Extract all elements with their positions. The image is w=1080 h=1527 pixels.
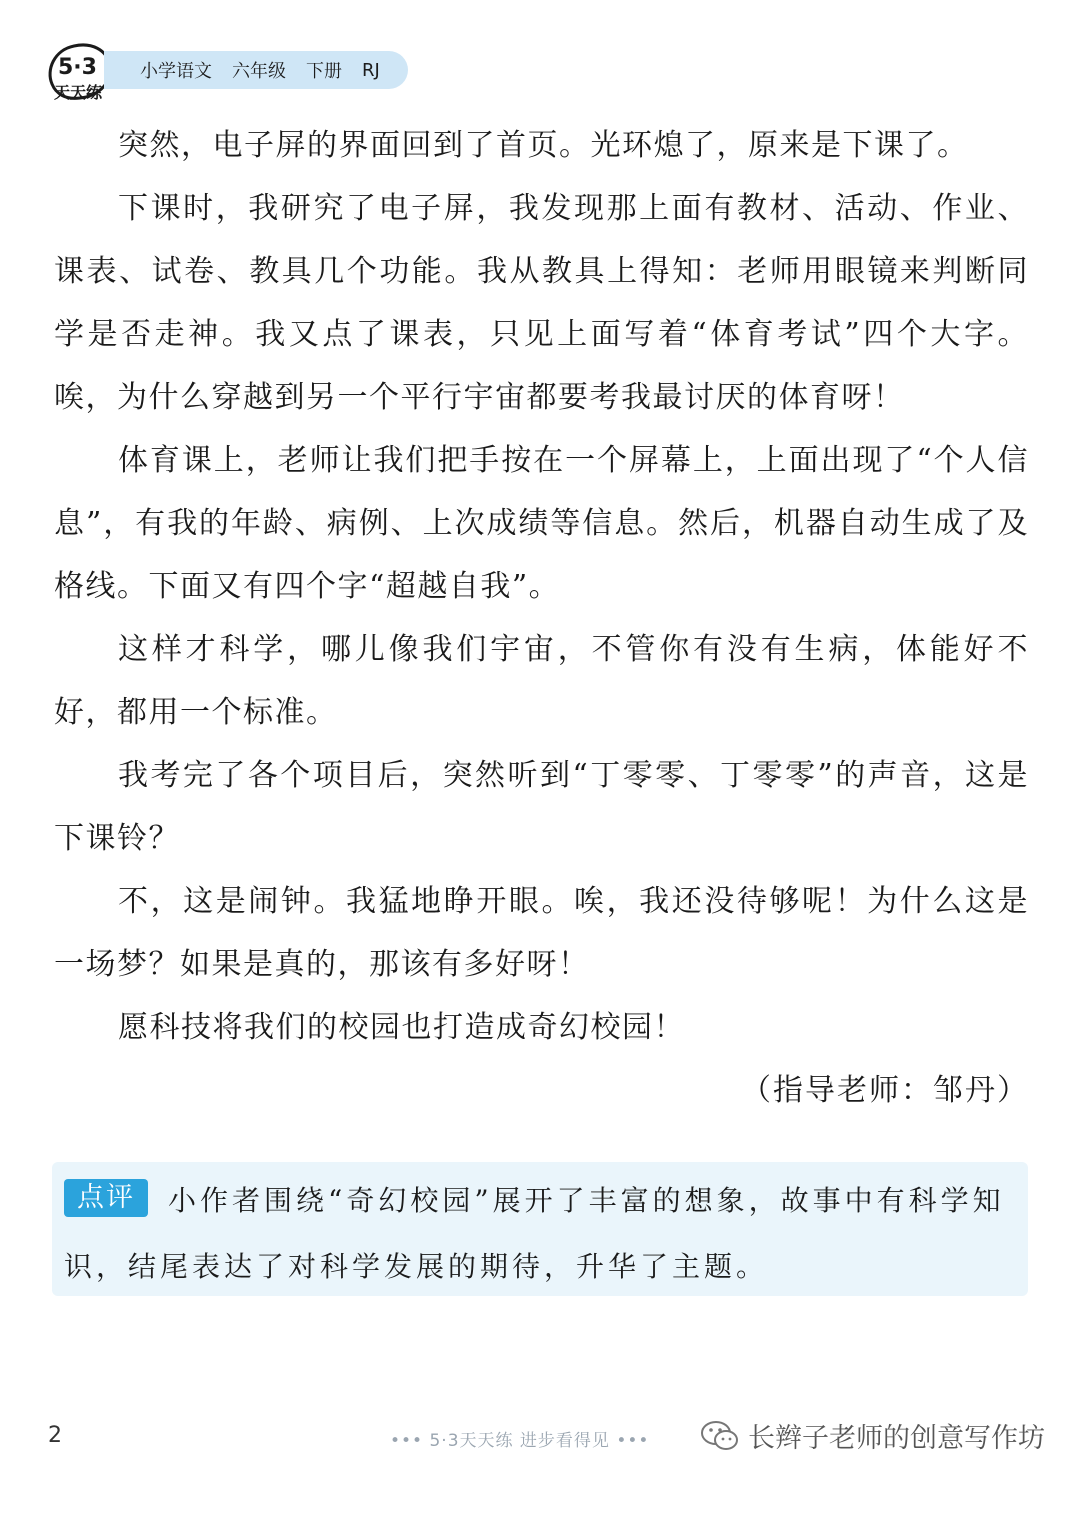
page-number: 2 [48, 1423, 62, 1448]
footer-slogan: ••• 5·3天天练 进步看得见 ••• [390, 1431, 650, 1451]
svg-text:天天练: 天天练 [54, 83, 103, 102]
svg-text:5·3: 5·3 [58, 55, 97, 80]
paragraph-7: 愿科技将我们的校园也打造成奇幻校园！ [118, 1010, 685, 1045]
watermark-text: 长辫子老师的创意写作坊 [748, 1423, 1045, 1454]
paragraph-1: 突然，电子屏的界面回到了首页。光环熄了，原来是下课了。 [118, 128, 969, 163]
comment-badge: 点评 [64, 1179, 148, 1217]
paragraph-4: 这样才科学，哪儿像我们宇宙，不管你有没有生病，体能好不好，都用一个标准。 [54, 632, 1029, 730]
comment-box [52, 1162, 1028, 1296]
header-edition: RJ [362, 59, 380, 81]
watermark [700, 1416, 1045, 1455]
paragraph-2: 下课时，我研究了电子屏，我发现那上面有教材、活动、作业、课表、试卷、教具几个功能。我从教具上得知：老师用眼镜来判断同学是否走神。我又点了课表，只见上面写着“体育考试”四个大字。唉，为什么穿越到另一个平行宇宙都要考我最讨厌的体育呀！ [54, 191, 1029, 415]
teacher-signature: （指导老师：邹丹） [741, 1073, 1029, 1108]
paragraph-5: 我考完了各个项目后，突然听到“丁零零、丁零零”的声音，这是下课铃？ [54, 758, 1029, 856]
paragraph-3: 体育课上，老师让我们把手按在一个屏幕上，上面出现了“个人信息”，有我的年龄、病例、上次成绩等信息。然后，机器自动生成了及格线。下面又有四个字“超越自我”。 [54, 443, 1029, 604]
header-subject: 小学语文 [140, 61, 212, 82]
wechat-icon [700, 1418, 740, 1454]
paragraph-6: 不，这是闹钟。我猛地睁开眼。唉，我还没待够呢！为什么这是一场梦？如果是真的，那该有多好呀！ [54, 884, 1029, 982]
comment-text: 小作者围绕“奇幻校园”展开了丰富的想象，故事中有科学知识，结尾表达了对科学发展的期待，升华了主题。 [64, 1184, 1005, 1283]
header-bar [104, 51, 408, 89]
header-grade: 六年级 [232, 61, 286, 82]
essay-body [54, 114, 1029, 1122]
header-volume: 下册 [306, 61, 342, 82]
